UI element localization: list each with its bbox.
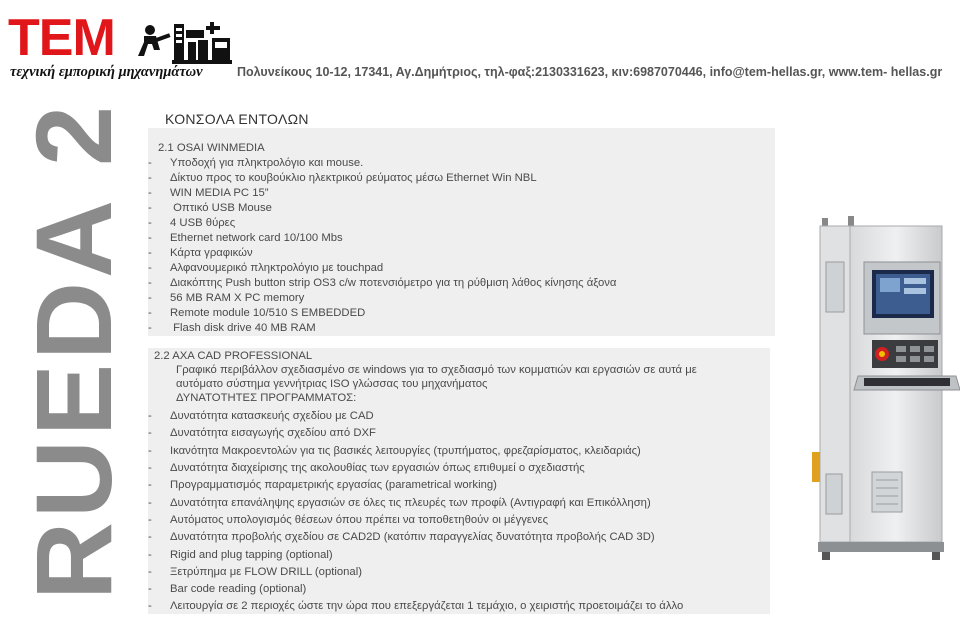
list-item: - Ethernet network card 10/100 Mbs [148, 232, 343, 244]
capabilities-heading: ΔΥΝΑΤΟΤΗΤΕΣ ΠΡΟΓΡΑΜΜΑΤΟΣ: [176, 392, 357, 404]
list-item: - Δυνατότητα κατασκευής σχεδίου με CAD [148, 410, 374, 422]
list-item: - Δυνατότητα επανάληψης εργασιών σε όλες τις πλευρές των προφίλ (Αντιγραφή και Επικόλληση) [148, 497, 651, 509]
list-item: - Ικανότητα Μακροεντολών για τις βασικές λειτουργίες (τρυπήματος, φρεζαρίσματος, κλειδαριάς) [148, 445, 641, 457]
logo-wordmark: TEM [8, 9, 115, 67]
company-logo [8, 9, 230, 82]
list-item: - Αλφανουμερικό πληκτρολόγιο με touchpad [148, 262, 384, 274]
list-item: - Προγραμματισμός παραμετρικής εργασίας (parametrical working) [148, 479, 497, 491]
winmedia-heading: 2.1 OSAI WINMEDIA [158, 142, 265, 154]
winmedia-spec-panel [148, 128, 775, 336]
section-title: ΚΟΝΣΟΛΑ ΕΝΤΟΛΩΝ [165, 111, 309, 127]
axacad-intro-line: Γραφικό περιβάλλον σχεδιασμένο σε windows για το σχεδιασμό των κομματιών και εργασιών σε αυτά με [176, 364, 697, 376]
product-side-title: RUEDA 2 [13, 101, 134, 600]
list-item: - 4 USB θύρες [148, 217, 236, 229]
axacad-intro-line: αυτόματο σύστημα γεννήτριας ISO γλώσσας του μηχανήματος [176, 378, 488, 390]
control-console-cabinet-image [792, 212, 960, 564]
list-item: - Remote module 10/510 S EMBEDDED [148, 307, 366, 319]
axacad-heading: 2.2 AXA CAD PROFESSIONAL [154, 350, 313, 362]
list-item: - Flash disk drive 40 MB RAM [148, 322, 316, 334]
worker-machine-logo-illustration [136, 16, 232, 66]
list-item: - Διακόπτης Push button strip OS3 c/w ποτενσιόμετρο για τη ρύθμιση λάθος κίνησης άξονα [148, 277, 617, 289]
list-item: - 56 MB RAM X PC memory [148, 292, 305, 304]
list-item: - Δυνατότητα προβολής σχεδίου σε CAD2D (κατόπιν παραγγελίας δυνατότητα προβολής CAD 3D) [148, 531, 655, 543]
list-item: - Rigid and plug tapping (optional) [148, 549, 333, 561]
list-item: - Δυνατότητα διαχείρισης της ακολουθίας των εργασιών όπως επιθυμεί ο σχεδιαστής [148, 462, 585, 474]
axacad-spec-panel [148, 348, 770, 614]
list-item: - Κάρτα γραφικών [148, 247, 253, 259]
list-item: - Ξετρύπημα με FLOW DRILL (optional) [148, 566, 362, 578]
list-item: - Bar code reading (optional) [148, 583, 307, 595]
list-item: - Δυνατότητα εισαγωγής σχεδίου από DXF [148, 427, 376, 439]
list-item: - Δίκτυο προς το κουβούκλιο ηλεκτρικού ρεύματος μέσω Ethernet Win NBL [148, 172, 537, 184]
list-item: - WIN MEDIA PC 15” [148, 187, 269, 199]
list-item: - Υποδοχή για πληκτρολόγιο και mouse. [148, 157, 364, 169]
list-item: - Λειτουργία σε 2 περιοχές ώστε την ώρα που επεξεργάζεται 1 τεμάχιο, ο χειριστής προετοιμάζει το άλλο [148, 600, 684, 612]
list-item: - Οπτικό USB Mouse [148, 202, 272, 214]
list-item: - Αυτόματος υπολογισμός θέσεων όπου πρέπει να τοποθετηθούν οι μέγγενες [148, 514, 549, 526]
logo-subtitle: τεχνική εμπορική μηχανημάτων [10, 64, 203, 80]
contact-info: Πολυνείκους 10-12, 17341, Αγ.Δημήτριος, τηλ-φαξ:2130331623, κιν:6987070446, info@tem-hellas.gr, www.tem- hellas.gr [237, 65, 943, 79]
